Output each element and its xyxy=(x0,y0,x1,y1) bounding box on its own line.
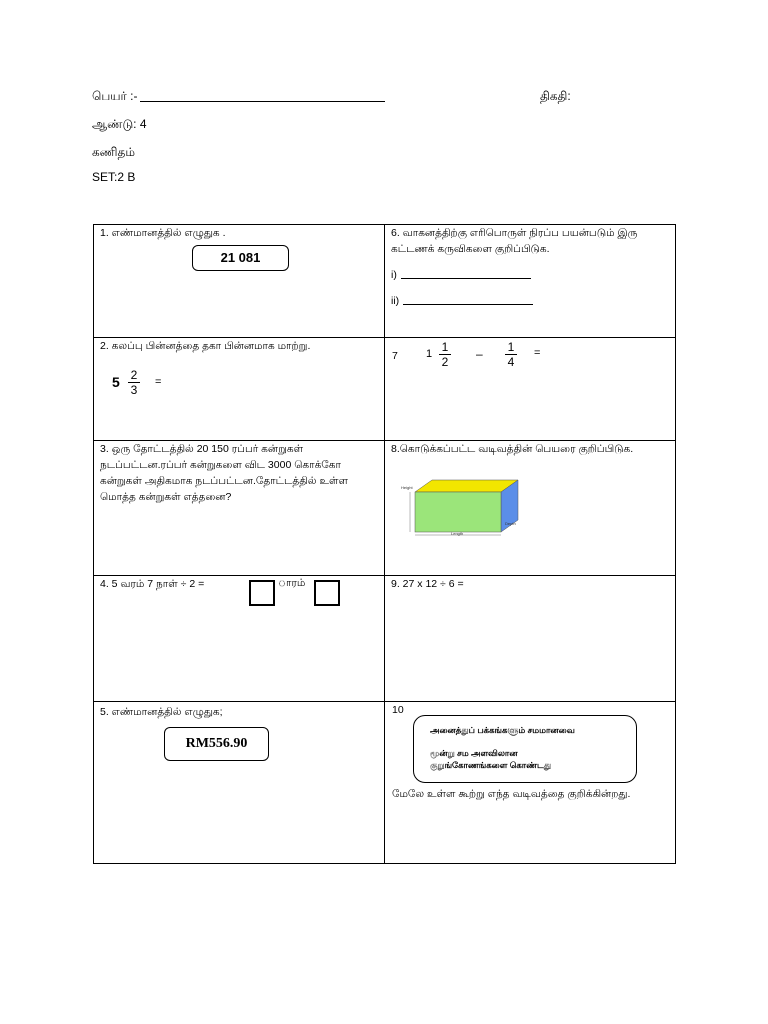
depth-label: Depth xyxy=(505,521,516,526)
equals-sign: = xyxy=(534,347,541,359)
statement-line-1: அனைத்துப் பக்கங்களும் சமமானவை xyxy=(430,725,575,735)
height-label: Height xyxy=(401,485,413,490)
length-label: Length xyxy=(451,531,464,536)
question-7-number: 7 xyxy=(392,350,398,362)
answer-ii-line[interactable] xyxy=(403,304,533,305)
question-4-cell xyxy=(94,576,385,702)
name-label: பெயர் :- xyxy=(92,89,138,103)
question-10-number: 10 xyxy=(392,704,404,716)
amount-box: RM556.90 xyxy=(164,727,269,761)
answer-ii-label: ii) xyxy=(391,295,400,307)
question-8-cell xyxy=(385,441,676,576)
number-box: 21 081 xyxy=(192,245,289,271)
question-6-text: 6. வாகனத்திற்கு எரிபொருள் நிரப்ப பயன்படும் இரு கட்டணக் கருவிகளை குறிப்பிடுக. xyxy=(391,227,638,255)
statement-box xyxy=(413,715,637,783)
fraction-numerator: 2 xyxy=(130,368,138,382)
mixed-whole: 5 xyxy=(112,374,120,390)
question-10-text: மேலே உள்ள கூற்று எந்த வடிவத்தை குறிக்கின்றது. xyxy=(392,788,631,800)
question-7-cell xyxy=(385,338,676,441)
question-2-text: 2. கலப்பு பின்னத்தை தகா பின்னமாக மாற்று. xyxy=(100,340,311,352)
question-4-unit: ாரம் xyxy=(278,577,306,589)
question-3-text: 3. ஒரு தோட்டத்தில் 20 150 ரப்பர் கன்றுகள் நடப்பட்டன.ரப்பர் கன்றுகளை விட 3000 கொக்கோ கன்றுகள் அதிகமாக நடப்பட்டன.தோட்டத்தில் உள்ள மொத்த கன்றுகள் எத்தனை? xyxy=(100,443,348,503)
fraction-b-den: 4 xyxy=(507,355,515,369)
statement-line-3: குறுங்கோணங்களை கொண்டது xyxy=(430,760,552,770)
fraction-b-num: 1 xyxy=(507,340,515,354)
question-9-cell xyxy=(385,576,676,702)
fraction-b xyxy=(505,340,517,369)
subject-label: கணிதம் xyxy=(92,145,135,159)
question-1-text: 1. எண்மானத்தில் எழுதுக . xyxy=(100,227,226,239)
question-9-text: 9. 27 x 12 ÷ 6 = xyxy=(391,578,464,590)
date-label: திகதி: xyxy=(540,89,571,103)
fraction-denominator: 3 xyxy=(130,383,138,397)
answer-i-line[interactable] xyxy=(401,278,531,279)
answer-box-2[interactable] xyxy=(314,580,340,606)
name-field[interactable] xyxy=(140,101,385,102)
cuboid-image xyxy=(401,475,521,537)
set-label: SET:2 B xyxy=(92,170,136,184)
statement-line-2: மூன்று சம அளவிலான xyxy=(430,748,518,758)
question-8-text: 8.கொடுக்கப்பட்ட வடிவத்தின் பெயரை குறிப்பிடுக. xyxy=(391,443,634,455)
question-5-text: 5. எண்மானத்தில் எழுதுக; xyxy=(100,706,223,718)
answer-box-1[interactable] xyxy=(249,580,275,606)
question-1-cell xyxy=(94,225,385,338)
fraction-a-den: 2 xyxy=(441,355,449,369)
minus-sign: – xyxy=(476,347,483,361)
question-table xyxy=(93,224,676,864)
year-label: ஆண்டு: 4 xyxy=(92,117,147,131)
mixed-fraction xyxy=(128,368,140,397)
answer-i-label: i) xyxy=(391,269,397,281)
equals-sign: = xyxy=(155,376,162,388)
question-3-cell xyxy=(94,441,385,576)
fraction-a xyxy=(439,340,451,369)
whole-number: 1 xyxy=(426,348,433,360)
question-5-cell xyxy=(94,702,385,864)
question-2-cell xyxy=(94,338,385,441)
question-10-cell xyxy=(385,702,676,864)
fraction-a-num: 1 xyxy=(441,340,449,354)
question-6-cell xyxy=(385,225,676,338)
question-4-text: 4. 5 வரம் 7 நாள் ÷ 2 = xyxy=(100,578,205,590)
